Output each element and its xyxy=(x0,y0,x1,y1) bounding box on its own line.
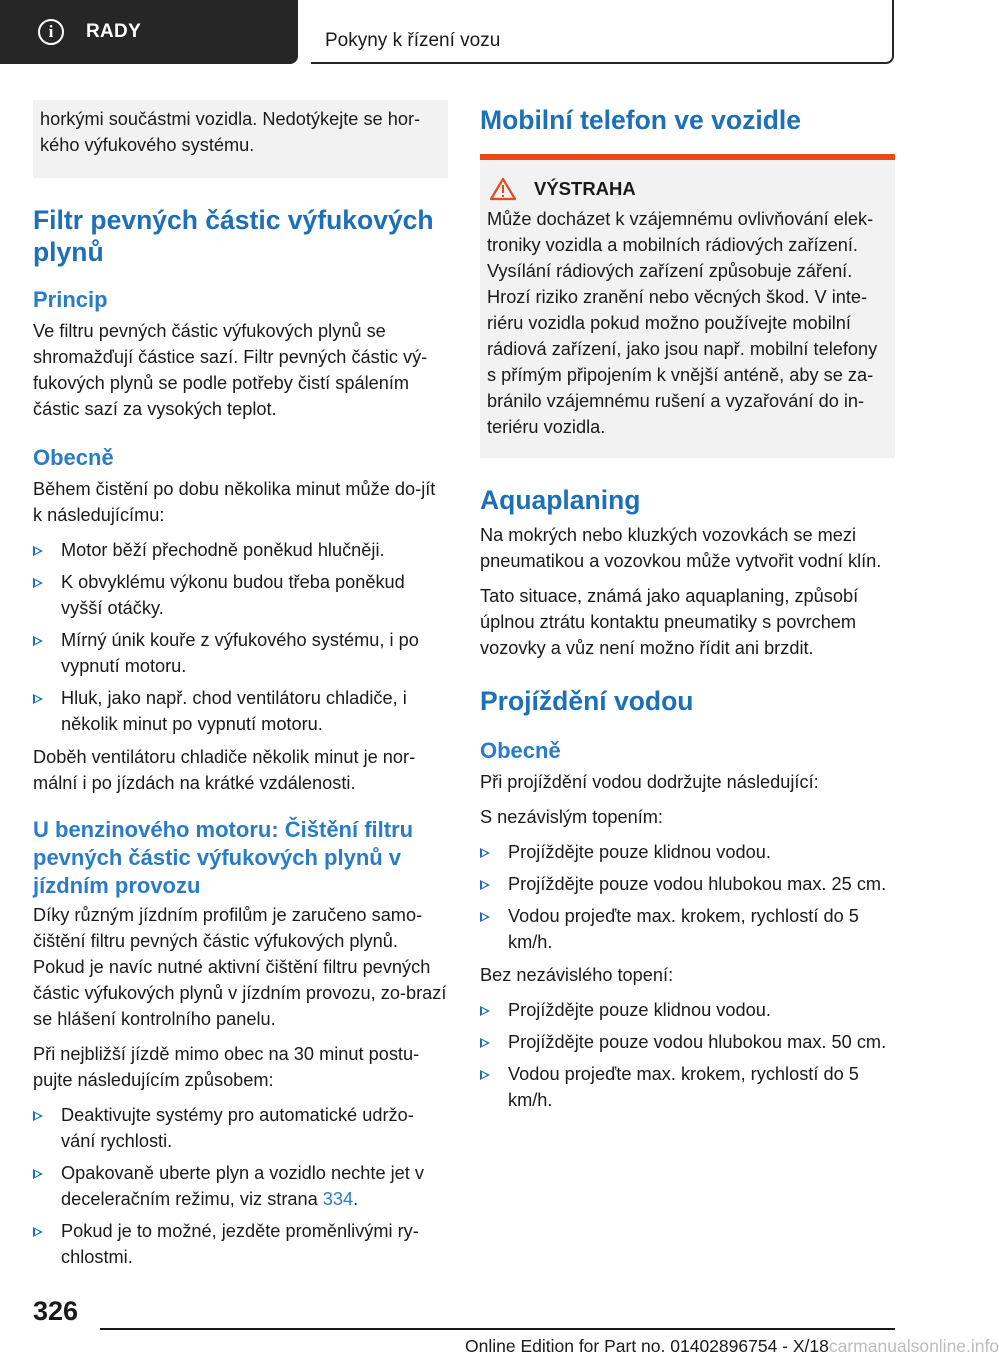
triangle-bullet-icon xyxy=(480,1006,490,1016)
section-title-driving-through-water: Projíždění vodou xyxy=(480,686,694,716)
without-heater-label: Bez nezávislého topení: xyxy=(480,965,674,985)
warning-box xyxy=(480,160,895,458)
list-item: Vodou projeďte max. krokem, rychlostí do 5 km/h. xyxy=(480,1061,895,1113)
triangle-bullet-icon xyxy=(33,1169,43,1179)
section-title-aquaplaning: Aquaplaning xyxy=(480,485,641,515)
triangle-bullet-icon xyxy=(33,636,43,646)
triangle-bullet-icon xyxy=(480,880,490,890)
warning-text: Může docházet k vzájemnému ovlivňování elek-troniky vozidla a mobilních rádiových zařízení. Vysílání rádiových zařízení způsobuje záření. Hrozí riziko zranění nebo věcných škod. V inte-riéru vozidla pokud možno používejte mobilní rádiová zařízení, jako jsou např. mobilní telefony s přímým připojením k vnější anténě, aby se za-bránilo vzájemnému rušení a vyzařování do in-teriéru vozidla. xyxy=(487,209,878,437)
list-item: Opakovaně uberte plyn a vozidlo nechte jet v deceleračním režimu, viz strana 334. xyxy=(33,1160,448,1212)
list-item: Projíždějte pouze vodou hlubokou max. 50 cm. xyxy=(480,1029,895,1055)
with-heater-label: S nezávislým topením: xyxy=(480,807,663,827)
general-list xyxy=(33,537,448,737)
triangle-bullet-icon xyxy=(33,546,43,556)
chapter-tab[interactable] xyxy=(311,0,894,64)
subsection-title-principle: Princip xyxy=(33,287,108,312)
triangle-bullet-icon xyxy=(33,1111,43,1121)
with-heater-list xyxy=(480,839,895,955)
petrol-cleaning-instructions: Při nejbližší jízdě mimo obec na 30 minut postu-pujte následujícím způsobem: xyxy=(33,1044,420,1090)
triangle-bullet-icon xyxy=(480,1038,490,1048)
section-title-particle-filter: Filtr pevných částic výfukových plynů xyxy=(33,205,434,267)
chapter-title: Pokyny k řízení vozu xyxy=(325,30,501,51)
aquaplaning-text-2: Tato situace, známá jako aquaplaning, způsobí úplnou ztrátu kontaktu pneumatiky s povrchem vozovky a vůz není možno řídit ani brzdit. xyxy=(480,586,859,658)
page-header xyxy=(0,0,960,66)
watermark-text: carmanualsonline.info xyxy=(828,1336,999,1356)
continued-warning-box xyxy=(33,100,448,178)
warning-title: VÝSTRAHA xyxy=(534,178,636,199)
list-item: Projíždějte pouze klidnou vodou. xyxy=(480,997,895,1023)
info-icon: i xyxy=(38,19,64,45)
water-intro: Při projíždění vodou dodržujte následující: xyxy=(480,772,819,792)
general-intro: Během čistění po dobu několika minut může do-jít k následujícímu: xyxy=(33,479,436,525)
warning-header xyxy=(487,178,885,200)
petrol-cleaning-list xyxy=(33,1102,448,1270)
footer-edition: Online Edition for Part no. 01402896754 - X/18carmanualsonline.info xyxy=(465,1336,999,1356)
triangle-bullet-icon xyxy=(480,848,490,858)
subsection-title-general: Obecně xyxy=(33,445,114,470)
list-item: Hluk, jako např. chod ventilátoru chladiče, i několik minut po vypnutí motoru. xyxy=(33,685,448,737)
page-reference-link[interactable]: 334 xyxy=(322,1189,354,1209)
footer-rule xyxy=(100,1328,895,1330)
subsection-title-petrol-cleaning: U benzinového motoru: Čištění filtru pevných částic výfukových plynů v jízdním provozu xyxy=(33,817,414,898)
list-item: Mírný únik kouře z výfukového systému, i po vypnutí motoru. xyxy=(33,627,448,679)
page-number: 326 xyxy=(33,1296,79,1326)
list-item: Deaktivujte systémy pro automatické udržo-vání rychlosti. xyxy=(33,1102,448,1154)
triangle-bullet-icon xyxy=(33,694,43,704)
list-item: K obvyklému výkonu budou třeba poněkud vyšší otáčky. xyxy=(33,569,448,621)
without-heater-list xyxy=(480,997,895,1113)
subsection-title-general-water: Obecně xyxy=(480,738,561,763)
section-title-mobile-phone: Mobilní telefon ve vozidle xyxy=(480,105,801,135)
section-tab-tips[interactable] xyxy=(0,0,298,64)
list-item: Projíždějte pouze klidnou vodou. xyxy=(480,839,895,865)
principle-text: Ve filtru pevných částic výfukových plynů se shromažďují částice sazí. Filtr pevných částic vý-fukových plynů se podle potřeby čistí spálením částic sazí za vysokých teplot. xyxy=(33,321,428,419)
aquaplaning-text-1: Na mokrých nebo kluzkých vozovkách se mezi pneumatikou a vozovkou může vytvořit vodní klín. xyxy=(480,525,882,571)
warning-triangle-icon xyxy=(490,178,516,200)
section-tab-label: RADY xyxy=(86,21,142,42)
petrol-cleaning-text: Díky různým jízdním profilům je zaručeno samo-čištění filtru pevných částic výfukových plynů. Pokud je navíc nutné aktivní čištění filtru pevných částic výfukových plynů v jízdním provozu, zo-brazí se hlášení kontrolního panelu. xyxy=(33,905,447,1029)
list-item: Pokud je to možné, jezděte proměnlivými ry-chlostmi. xyxy=(33,1218,448,1270)
triangle-bullet-icon xyxy=(33,1227,43,1237)
triangle-bullet-icon xyxy=(480,912,490,922)
list-item: Vodou projeďte max. krokem, rychlostí do 5 km/h. xyxy=(480,903,895,955)
list-item: Motor běží přechodně poněkud hlučněji. xyxy=(33,537,448,563)
general-outro: Doběh ventilátoru chladiče několik minut je nor-mální i po jízdách na krátké vzdálenosti. xyxy=(33,747,416,793)
right-column xyxy=(480,100,895,1120)
triangle-bullet-icon xyxy=(480,1070,490,1080)
left-column xyxy=(33,100,448,1277)
triangle-bullet-icon xyxy=(33,578,43,588)
continued-warning-text: horkými součástmi vozidla. Nedotýkejte se hor-kého výfukového systému. xyxy=(40,109,421,155)
list-item: Projíždějte pouze vodou hlubokou max. 25 cm. xyxy=(480,871,895,897)
